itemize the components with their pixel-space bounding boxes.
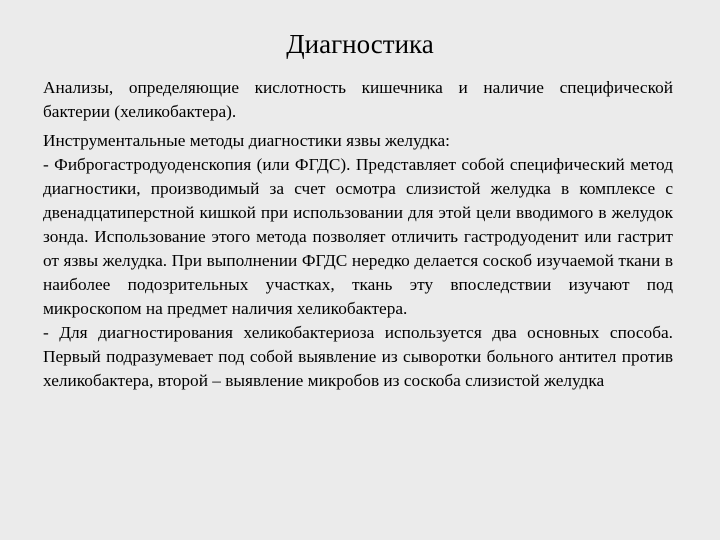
paragraph-analyses: Анализы, определяющие кислотность кишечника и наличие специфической бактерии (хеликобактера). [43, 78, 673, 121]
paragraph-helicobacteriosis-diagnosis: - Для диагностирования хеликобактериоза используется два основных способа. Первый подразумевает под собой выявление из сыворотки больного антител против хеликобактера, второй – выявление микробов из соскоба слизистой желудка [43, 323, 673, 390]
slide-body [43, 76, 673, 393]
paragraph-instrumental-methods-heading: Инструментальные методы диагностики язвы желудка: [43, 131, 450, 150]
paragraph-fgds: - Фиброгастродуоденскопия (или ФГДС). Представляет собой специфический метод диагностики, производимый за счет осмотра слизистой желудка в комплексе с двенадцатиперстной кишкой при использовании для этой цели вводимого в желудок зонда. Использование этого метода позволяет отличить гастродуоденит или гастрит от язвы желудка. При выполнении ФГДС нередко делается соскоб изучаемой ткани в наиболее подозрительных участках, ткань эту впоследствии изучают под микроскопом на предмет наличия хеликобактера. [43, 155, 673, 318]
slide-title: Диагностика [286, 29, 434, 59]
